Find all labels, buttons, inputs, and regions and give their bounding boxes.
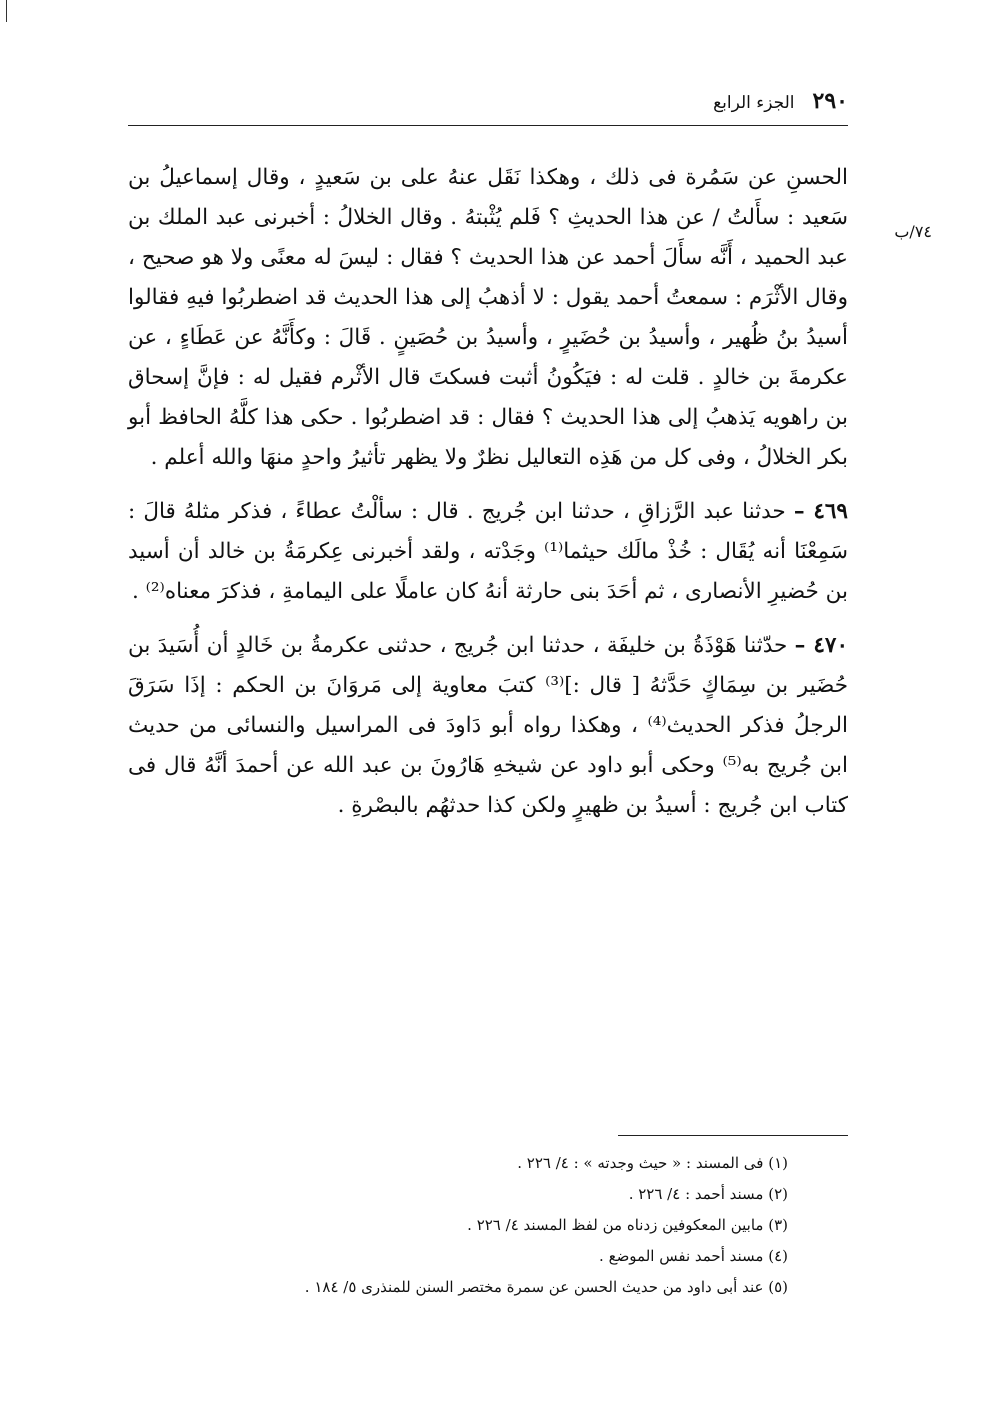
page-header — [128, 88, 848, 118]
footnote-1: (١) فى المسند : « حيث وجدته » : ٤/ ٢٢٦ . — [517, 1154, 788, 1172]
footnote-5: (٥) عند أبى داود من حديث الحسن عن سمرة مختصر السنن للمنذرى ٥/ ١٨٤ . — [304, 1278, 788, 1296]
footnote-rule — [618, 1135, 848, 1136]
footnote-4: (٤) مسند أحمد نفس الموضع . — [599, 1247, 788, 1265]
paragraph-469 — [128, 492, 848, 612]
hadith-number-469: ٤٦٩ – — [793, 499, 848, 524]
running-title: الجزء الرابع — [713, 93, 795, 113]
footnote-3: (٣) مابين المعكوفين زدناه من لفظ المسند ٤/ ٢٢٦ . — [467, 1216, 788, 1234]
header-rule — [128, 125, 848, 126]
paragraph-469-text: حدثنا عبد الرَّزاقِ ، حدثنا ابن جُريج . قال : سألْتُ عطاءً ، فذكر مثلهُ قالَ : سَمِعْنَا أنه يُقَال : خُذْ مالَك حيثما⁽¹⁾ وجَدْته ، ولقد أخبرنى عِكرمَةُ بن خالد أن أسيد بن حُضيرِ الأنصارى ، ثم أحَدَ بنى حارثة أنهُ كان عاملًا على اليمامةِ ، فذكرَ معناه⁽²⁾ . — [128, 499, 848, 604]
paragraph-470-text: حدّثنا هَوْذَةُ بن خليفَة ، حدثنا ابن جُريج ، حدثنى عكرمةُ بن خَالدٍ أن أُسَيدَ بن حُضَير بن سِمَاكٍ حَدَّثهُ [ قال :]⁽³⁾ كتبَ معاوية إلى مَروَانَ بن الحكم : إذَا سَرَقَ الرجلُ فذكر الحديث⁽⁴⁾ ، وهكذا رواه أبو دَاودَ فى المراسيل والنسائى من حديث ابن جُريج به⁽⁵⁾ وحكى أبو داود عن شيخهِ هَارُونَ بن عبد الله عن أحمدَ أنَّهُ قال فى كتاب ابن جُريج : أسيدُ بن ظهيرٍ ولكن كذا حدثهُم بالبصْرةِ . — [128, 633, 849, 818]
hadith-number-470: ٤٧٠ – — [794, 633, 848, 658]
footnote-2: (٢) مسند أحمد : ٤/ ٢٢٦ . — [628, 1185, 788, 1203]
scan-edge-mark — [6, 0, 7, 22]
paragraph-470 — [128, 626, 848, 826]
footnotes — [128, 1148, 788, 1303]
main-text — [128, 158, 848, 826]
page-number: ٢٩٠ — [812, 88, 848, 114]
paragraph-1 — [128, 158, 848, 478]
paragraph-1-text: الحسنِ عن سَمُرة فى ذلك ، وهكذا نَقَل عنهُ على بن سَعيدٍ ، وقال إسماعيلُ بن سَعيد : سأَلتُ / عن هذا الحديثِ ؟ فَلم يُثْبتهُ . وقال الخلالُ : أخبرنى عبد الملك بن عبد الحميد ، أَنَّه سأَلَ أحمد عن هذا الحديث ؟ فقال : ليسَ له معنًى ولا هو صحيح ، وقال الأثْرَم : سمعتُ أحمد يقول : لا أذهبُ إلى هذا الحديث قد اضطربُوا فيهِ فقالوا أسيدُ بنُ ظُهير ، وأسيدُ بن حُضَيرٍ ، وأسيدُ بن حُصَينٍ . قَالَ : وكأَنَّهُ عن عَطَاءٍ ، عن عكرمةَ بن خالدٍ . قلت له : فيَكُونُ أثبت فسكتَ قال الأثْرم فقيل له : فإنَّ إسحاق بن راهويه يَذهبُ إلى هذا الحديث ؟ فقال : قد اضطربُوا . حكى هذا كلَّهُ الحافظ أبو بكر الخلالُ ، وفى كل من هَذِه التعاليل نظرٌ ولا يظهر تأثيرُ واحدٍ منهَا والله أعلم . — [128, 165, 848, 470]
margin-folio-note: ٧٤/ب — [894, 222, 932, 241]
